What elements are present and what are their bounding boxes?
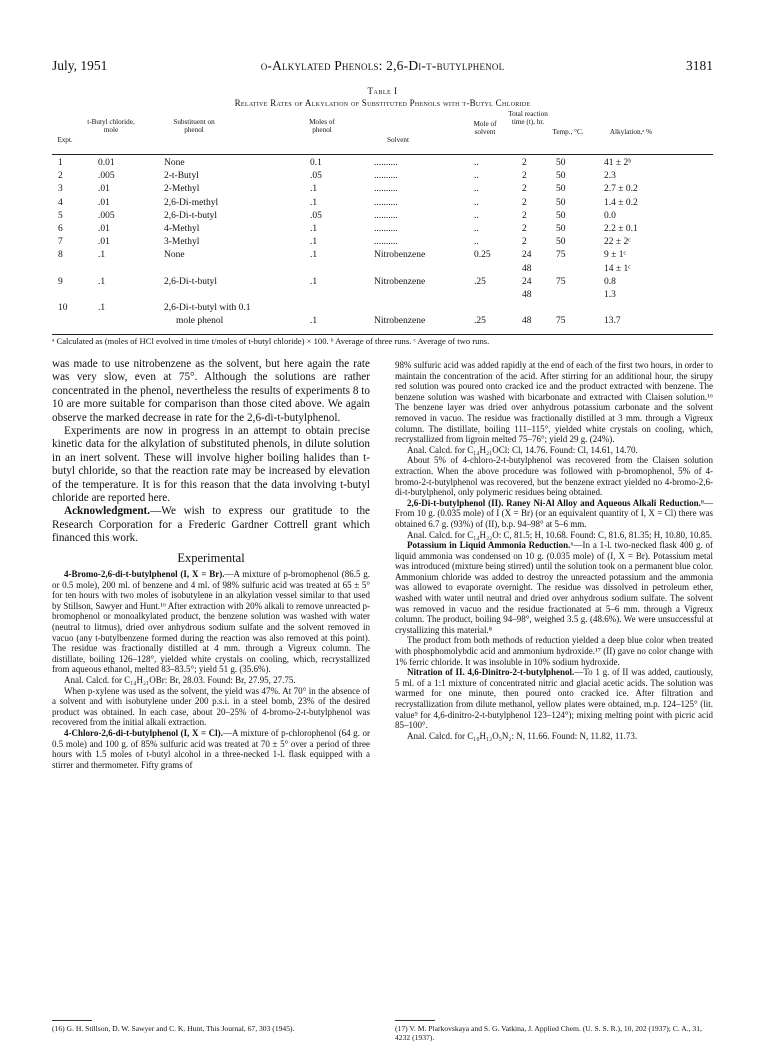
experiment-body: ⁸—From 10 g. (0.035 mole) of I (X = Br) (or an equivalent quantity of I, X = Cl) there was obtained 6.7 g. (93%) of (II), b.p. 94–98° at 5–6 mm. [395, 497, 713, 529]
mole-solvent-cell: .25 [474, 316, 486, 327]
experiment-heading: 2,6-Di-t-butylphenol (II). Raney Ni-Al Alloy and Aqueous Alkali Reduction. [407, 497, 701, 508]
table-row [52, 158, 713, 170]
alkylation-cell: 1.4 ± 0.2 [604, 197, 638, 208]
substituent-cell: 2-Methyl [164, 184, 200, 195]
moles-cell: 0.1 [310, 158, 322, 168]
table-number: Table I [367, 86, 398, 96]
moles-cell: .1 [310, 250, 318, 261]
substituent-cell: 2,6-Di-t-butyl [164, 210, 218, 221]
time-cell: 2 [522, 197, 527, 208]
footnote-rule [52, 1020, 92, 1021]
alkylation-cell: 2.7 ± 0.2 [604, 184, 638, 195]
table-row [52, 211, 713, 223]
mole-solvent-cell: .. [474, 197, 479, 208]
alkylation-cell: 41 ± 2ᵇ [604, 158, 632, 168]
mole-solvent-cell: .. [474, 237, 479, 248]
experiment-body: —A mixture of p-bromophenol (86.5 g. or 0.5 mole), 200 ml. of benzene and 4 ml. of 98% sulfuric acid was treated at 65 ± 5° for ten hours with two moles of isobutylene in an alkylation vessel similar to that used by Stillson, Sawyer and Hunt.¹⁶ After extraction with 20% alkali to remove unreacted p-bromophenol or monoalkylated product, the benzene solution was washed with water (neutral to litmus), dried over anhydrous sodium sulfate and the solvent removed in vacuo (any t-butylbenzene formed during the reaction was also removed at this point). The residue was fractionally distilled at 4 mm. through a Vigreux column. The distillate, boiling 126–128°, yielded white crystals on cooling, which, recrystallized from aqueous ethanol, melted 83–83.5°; yield 51 g. (35.6%). [52, 569, 371, 675]
tbutyl-cell: 0.01 [98, 158, 115, 168]
header-title: o-Alkylated Phenols: 2,6-Di-t-butylphenol [260, 58, 505, 73]
solvent-cell: .......... [374, 210, 398, 221]
expt-cell: 2 [58, 171, 63, 182]
th-time: Total reaction time (t), hr. [508, 110, 548, 126]
solvent-cell: Nitrobenzene [374, 316, 426, 327]
tbutyl-cell: .005 [98, 171, 115, 182]
expt-cell: 3 [58, 184, 63, 195]
alkylation-cell: 22 ± 2ᶜ [604, 237, 631, 248]
solvent-cell: Nitrobenzene [374, 276, 426, 287]
temp-cell: 50 [556, 158, 566, 168]
time-cell: 2 [522, 210, 527, 221]
right-column [395, 360, 713, 741]
time-cell: 48 [522, 316, 532, 327]
substituent-cell: None [164, 250, 185, 261]
alkylation-cell: 2.3 [604, 171, 616, 182]
temp-cell: 75 [556, 250, 566, 261]
time-cell: 2 [522, 237, 527, 248]
mole-solvent-cell: 0.25 [474, 250, 491, 261]
substituent-cell: 2,6-Di-t-butyl [164, 276, 218, 287]
paragraph: was made to use nitrobenzene as the solvent, but here again the rate was very slow, even at 75°. Although the solutions are rather concentrated in the phenol, nevertheless the results of experiments 8 to 10 are more suitable for comparison than those cited above. We again observe the marked decrease in rate for the 2,6-di-t-butylphenol. [52, 358, 370, 424]
experiment-entry [395, 540, 713, 635]
solvent-cell: .......... [374, 237, 398, 248]
th-temp: Temp., °C. [552, 128, 584, 136]
time-cell: 2 [522, 224, 527, 234]
th-alkylation: Alkylation,ᵃ % [609, 128, 653, 136]
expt-cell: 5 [58, 210, 63, 221]
moles-cell: .1 [310, 197, 318, 208]
table-row [52, 316, 713, 328]
table-row [52, 237, 713, 249]
tbutyl-cell: .01 [98, 197, 110, 208]
mole-solvent-cell: .. [474, 158, 479, 168]
alkylation-cell: 2.2 ± 0.1 [604, 224, 638, 234]
tbutyl-cell: .005 [98, 210, 115, 221]
substituent-cell: None [164, 158, 185, 168]
paragraph: 98% sulfuric acid was added rapidly at the end of each of the first two hours, in order to maintain the concentration of the acid. After stirring for an additional hour, the sirupy red solution was poured onto cracked ice and the product extracted with benzene. The benzene solution was washed with bicarbonate and extracted with Claisen solution.¹⁶ The benzene layer was dried over anhydrous potassium carbonate and the solvent removed in vacuo. The residue was fractionally distilled at 3 mm. through a Vigreux column. The distillate, boiling 111–115°, yielded white crystals on cooling, which, recrystallized from ligroin melted 75–76°; yield 29 g. (24%). [395, 360, 713, 445]
th-substituent: Substituent on phenol [173, 118, 215, 134]
reference-17: (17) V. M. Plarkovskaya and S. G. Vatkina, J. Applied Chem. (U. S. S. R.), 10, 202 (1937); C. A., 31, 4232 (1937). [395, 1024, 702, 1043]
table-footnote: ᵃ Calculated as (moles of HCl evolved in time t/moles of t-butyl chloride) × 100. ᵇ Average of three runs. ᶜ Average of two runs. [52, 336, 490, 346]
th-moles: Moles of phenol [309, 118, 335, 134]
analysis: Anal. Calcd. for C₁₄H₂₁OCl: Cl, 14.76. Found: Cl, 14.61, 14.70. [407, 444, 638, 455]
time-cell: 48 [522, 290, 532, 300]
table-title: Relative Rates of Alkylation of Substituted Phenols with t-Butyl Chloride [234, 98, 531, 108]
moles-cell: .1 [310, 316, 318, 327]
analysis: Anal. Calcd. for C₁₀H₁₂O₅N₂: N, 11.66. Found: N, 11.82, 11.73. [407, 730, 638, 741]
tbutyl-cell: .01 [98, 184, 110, 195]
experiment-entry [395, 667, 713, 731]
tbutyl-cell: .01 [98, 237, 110, 248]
paragraph: About 5% of 4-chloro-2-t-butylphenol was recovered from the Claisen solution extraction. When the above procedure was followed with p-bromophenol, 5% of 4-bromo-2-t-butylphenol was recovered, but the benzene extract yielded no 4-bromo-2,6-di-t-butylphenol, only polymeric residues being obtained. [395, 455, 713, 498]
table-row [52, 198, 713, 210]
table-row [52, 184, 713, 196]
experiment-heading: 4-Bromo-2,6-di-t-butylphenol (I, X = Br). [64, 569, 225, 580]
mole-solvent-cell: .. [474, 224, 479, 234]
table-row [52, 277, 713, 289]
expt-cell: 8 [58, 250, 63, 261]
table-row [52, 264, 713, 276]
temp-cell: 50 [556, 237, 566, 248]
substituent-cell: mole phenol [176, 316, 224, 327]
experiment-heading: 4-Chloro-2,6-di-t-butylphenol (I, X = Cl). [64, 728, 223, 738]
time-cell: 24 [522, 250, 532, 261]
solvent-cell: .......... [374, 224, 398, 234]
temp-cell: 75 [556, 276, 566, 287]
table-bottom-rule [52, 334, 713, 335]
solvent-cell: .......... [374, 184, 398, 195]
paragraph: The product from both methods of reduction yielded a deep blue color when treated with phosphomolybdic acid and ammonium hydroxide.¹⁷ (II) gave no color change with 1% ferric chloride. It was insoluble in 10% sodium hydroxide. [395, 635, 713, 667]
mole-solvent-cell: .. [474, 210, 479, 221]
mole-solvent-cell: .25 [474, 276, 486, 287]
alkylation-cell: 0.0 [604, 210, 616, 221]
analysis: Anal. Calcd. for C₁₄H₂₂O: C, 81.5; H, 10.68. Found: C, 81.6, 81.35; H, 10.80, 10.85. [407, 529, 713, 540]
footnote-rule [395, 1020, 435, 1021]
time-cell: 48 [522, 263, 532, 274]
table-row [52, 224, 713, 236]
substituent-cell: 2,6-Di-t-butyl with 0.1 [164, 303, 251, 314]
mole-solvent-cell: .. [474, 184, 479, 195]
expt-cell: 1 [58, 158, 63, 168]
temp-cell: 50 [556, 224, 566, 234]
experiment-heading: Potassium in Liquid Ammonia Reduction. [407, 540, 571, 551]
reference-16: (16) G. H. Stillson, D. W. Sawyer and C. K. Hunt, This Journal, 67, 303 (1945). [52, 1024, 295, 1033]
expt-cell: 9 [58, 276, 63, 287]
paragraph: Experiments are now in progress in an attempt to obtain precise kinetic data for the alkylation of substituted phenols, in dilute solution in an inert solvent. These will involve higher boiling halides than t-butyl chloride, so that the reaction rate may be increased by elevation of the temperature. It is for this reason that the data involving t-butyl chloride are reported here. [52, 425, 370, 505]
experiment-heading: Nitration of II. 4,6-Dinitro-2-t-butylphenol. [407, 667, 575, 678]
expt-cell: 10 [58, 303, 68, 314]
table-row [52, 250, 713, 262]
analysis: Anal. Calcd. for C₁₄H₂₁OBr: Br, 28.03. Found: Br, 27.95, 27.75. [64, 675, 296, 686]
experiment-body: —A mixture of p-chlorophenol (64 g. or 0.5 mole) and 100 g. of 85% sulfuric acid was treated at 70 ± 5° over a period of three hours with 1.5 moles of t-butyl alcohol in a three-necked 1-l. flask equipped with a stirrer and thermometer. Fifty grams of [52, 728, 370, 770]
header-date: July, 1951 [52, 58, 108, 73]
section-heading: Experimental [177, 550, 245, 565]
table-header-rule [52, 154, 713, 155]
moles-cell: .1 [310, 237, 318, 248]
experiment-body: ⁶—In a 1-l. two-necked flask 400 g. of liquid ammonia was condensed on 10 g. (0.035 mole) of (I, X = Br). Potassium metal was introduced (mixture being stirred) until the solution took on a permanent blue color. Ammonium chloride was added to destroy the unreacted potassium and the ammonia was allowed to evaporate overnight. The residue was dissolved in petroleum ether, washed with water until neutral and dried over anhydrous sodium sulfate. The solvent was removed in vacuo and the residue fractionated at 5–6 mm. through a Vigreux column. The product, boiling 94–98°, weighed 3.5 g. (48.6%). We were unsuccessful at crystallizing this material.⁸ [395, 540, 713, 635]
substituent-cell: 4-Methyl [164, 224, 200, 234]
alkylation-cell: 0.8 [604, 276, 616, 287]
temp-cell: 50 [556, 184, 566, 195]
tbutyl-cell: .1 [98, 276, 106, 287]
experiment-entry [52, 569, 370, 675]
ack-body: —We wish to express our gratitude to the Research Corporation for a Frederic Gardner Cottrell grant which financed this work. [52, 505, 370, 545]
alkylation-cell: 9 ± 1ᶜ [604, 250, 626, 261]
th-solvent: Solvent [387, 136, 409, 144]
temp-cell: 50 [556, 197, 566, 208]
th-tbutyl: t-Butyl chloride, mole [87, 118, 135, 134]
solvent-cell: .......... [374, 158, 398, 168]
moles-cell: .1 [310, 224, 318, 234]
time-cell: 24 [522, 276, 532, 287]
tbutyl-cell: .1 [98, 303, 106, 314]
tbutyl-cell: .01 [98, 224, 110, 234]
temp-cell: 50 [556, 171, 566, 182]
substituent-cell: 3-Methyl [164, 237, 200, 248]
experiment-body: —To 1 g. of II was added, cautiously, 5 ml. of a 1:1 mixture of concentrated nitric and glacial acetic acids. The solution was warmed for one minute, then poured onto cracked ice. After filtration and recrystallization from dilute methanol, yellow plates were obtained, m.p. 124–125° (lit. value⁹ for 4,6-dinitro-2-t-butylphenol 123–124°); mixing melting point with picric acid 85–100°. [395, 667, 713, 731]
time-cell: 2 [522, 171, 527, 182]
alkylation-cell: 13.7 [604, 316, 621, 327]
ack-heading: Acknowledgment. [64, 505, 151, 518]
time-cell: 2 [522, 158, 527, 168]
mole-solvent-cell: .. [474, 171, 479, 182]
solvent-cell: .......... [374, 171, 398, 182]
th-mole-solvent: Mole of solvent [473, 120, 497, 136]
moles-cell: .05 [310, 210, 322, 221]
moles-cell: .1 [310, 276, 318, 287]
running-header [52, 58, 713, 78]
alkylation-cell: 14 ± 1ᶜ [604, 263, 631, 274]
substituent-cell: 2,6-Di-methyl [164, 197, 219, 208]
temp-cell: 50 [556, 210, 566, 221]
temp-cell: 75 [556, 316, 566, 327]
experiment-entry [395, 498, 713, 530]
acknowledgment [52, 505, 370, 545]
substituent-cell: 2-t-Butyl [164, 171, 199, 182]
time-cell: 2 [522, 184, 527, 195]
left-column [52, 358, 370, 770]
table-row [52, 303, 713, 315]
table-row [52, 171, 713, 183]
expt-cell: 4 [58, 197, 63, 208]
page-number: 3181 [686, 58, 713, 73]
solvent-cell: .......... [374, 197, 398, 208]
alkylation-cell: 1.3 [604, 290, 616, 300]
moles-cell: .1 [310, 184, 318, 195]
tbutyl-cell: .1 [98, 250, 106, 261]
expt-cell: 7 [58, 237, 63, 248]
expt-cell: 6 [58, 224, 63, 234]
solvent-cell: Nitrobenzene [374, 250, 426, 261]
paragraph: When p-xylene was used as the solvent, the yield was 47%. At 70° in the absence of a solvent and with isobutylene under 200 p.s.i. in a steel bomb, 23% of the desired product was obtained. In each case, about 20–25% of 4-bromo-2-t-butylphenol was recovered from the initial alkali extraction. [52, 685, 370, 728]
table-row [52, 290, 713, 302]
th-expt: Expt. [57, 136, 73, 144]
moles-cell: .05 [310, 171, 322, 182]
experiment-entry [52, 728, 370, 770]
